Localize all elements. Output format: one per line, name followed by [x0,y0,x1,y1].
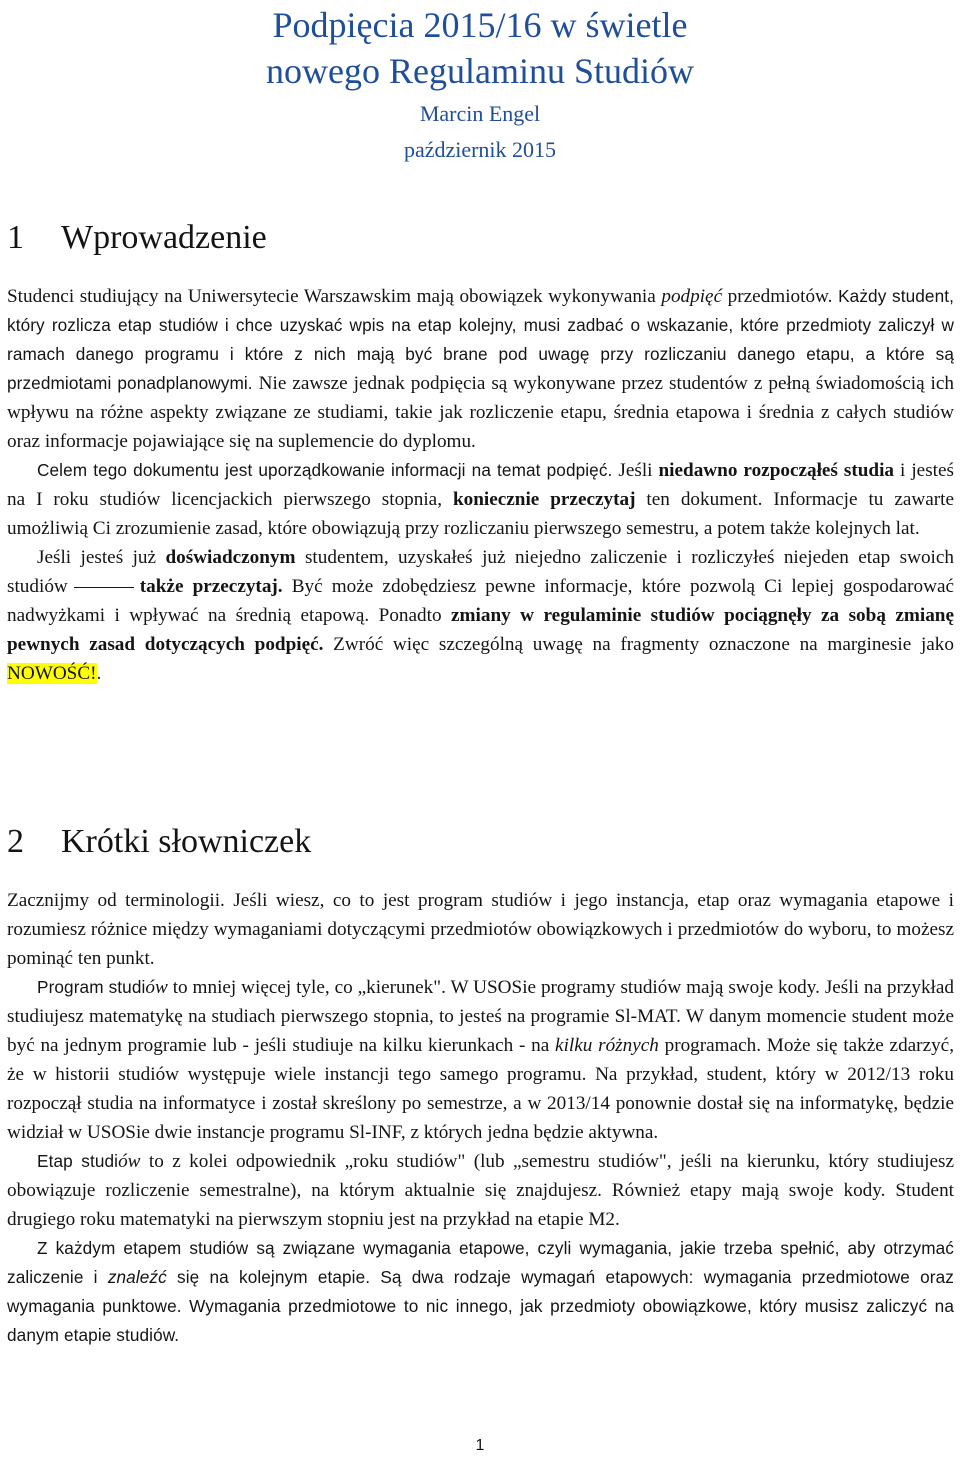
purpose-paragraph [7,456,954,543]
intro-emphasis-podpiec: podpięć [661,286,723,307]
section-2-number: 2 [7,823,24,860]
intro-text-e: Nie zawsze jednak podpięcia są wykonywane przez studentów z pełną świadomością ich wpływu na różne aspekty związane ze studiami, takie jak rozliczenie etapu, średnia etapowa i średnia z całych studiów oraz informacje pojawiające się na suplemencie do dyplomu. [7,373,954,452]
etap-term-a: Etap studi [37,1151,119,1171]
program-text-c: to mniej więcej tyle, co „kierunek". W USOSie programy studiów mają swoje kody. Jeśli na przykład studiujesz matematykę na studiach pierwszego stopnia, to jesteś na programie Sl-MAT. W danym momencie student może być na jednym programie lub - jeśli studiuje na kilku kierunkach - na [7,977,954,1056]
section-2-heading [7,822,311,862]
intro-text-a: Studenci studiujący na Uniwersytecie Warszawskim mają obowiązek wykonywania [7,286,662,307]
experienced-text-c: studentem, uzyskałeś już niejedno zaliczenie i rozliczyłeś niejeden etap swoich studiów [7,547,954,597]
etap-text-c: to z kolei odpowiednik „roku studiów" (lub „semestru studiów", jeśli na kierunku, który studiujesz obowiązuje rozliczenie semestralne), na którym aktualnie się znajdujesz. Również etapy mają swoje kody. Student drugiego roku matematyki na pierwszym stopniu jest na przykład na etapie M2. [7,1151,955,1230]
etap-paragraph [7,1147,954,1234]
experienced-text-g: Zwróć więc szczególną uwagę na fragmenty oznaczone na marginesie jako [323,634,954,655]
program-term-a: Program studi [37,977,146,997]
purpose-text-d: i jesteś na I roku studiów licencjackich pierwszego stopnia, [7,460,954,510]
document-title-block [0,2,960,168]
section-1-number: 1 [7,219,24,256]
purpose-text-b: Jeśli [612,460,659,481]
intro-text-c: przedmiotów. [722,286,833,307]
purpose-bold-e: koniecznie przeczytaj [452,489,636,510]
section-1-title: Wprowadzenie [61,219,267,256]
intro-paragraph [7,282,954,456]
purpose-text-a: Celem tego dokumentu jest uporządkowanie informacji na temat podpięć. [37,460,613,480]
requirements-text-a: Z każdym etapem studiów są związane wymagania etapowe, czyli wymagania, jakie trzeba spełnić, aby otrzymać zaliczenie i [7,1238,954,1287]
requirements-italic-b: znaleźć [107,1267,167,1287]
intro-text-d: Każdy student, który rozlicza etap studiów i chce uzyskać wpis na etap kolejny, musi zadbać o wskazanie, które przedmioty zaliczył w ramach danego programu i które z nich mają być brane pod uwagę przy rozliczaniu danego etapu, a które są przedmiotami ponadplanowymi. [7,286,954,393]
section-2-title: Krótki słowniczek [61,823,312,860]
document-date: październik 2015 [403,137,557,162]
experienced-text-a: Jeśli jesteś już [37,547,166,568]
experienced-bold-b: doświadczonym [165,547,296,568]
program-text-e: programach. Może się także zdarzyć, że w historii studiów występuje wiele instancji tego samego programu. Na przykład, student, który w 2012/13 roku rozpoczął studia na informatyce i został skreślony po semestrze, a w 2013/14 ponownie dostał się na informatykę, będzie widział w USOSie dwie instancje programu Sl-INF, z których jedna będzie aktywna. [7,1035,954,1143]
section-1-body [7,282,954,688]
experienced-bold-f: zmiany w regulaminie studiów pociągnęły za sobą zmianę pewnych zasad dotyczących podpięć. [7,605,954,655]
experienced-bold-d: także przeczytaj. [139,576,283,597]
document-title-line-1: Podpięcia 2015/16 w świetle [272,5,688,45]
document-title-line-2: nowego Regulaminu Studiów [266,51,694,91]
experienced-text-e: Być może zdobędziesz pewne informacje, które pozwolą Ci lepiej gospodarować nadwyżkami i wpływać na średnią etapową. Ponadto [7,576,954,626]
nowosc-highlight: NOWOŚĆ! [7,663,97,684]
program-italic-d: kilku różnych [555,1035,659,1056]
program-term-b: ów [145,977,168,998]
purpose-bold-c: niedawno rozpocząłeś studia [658,460,895,481]
program-paragraph [7,973,954,1147]
experienced-paragraph [7,543,954,688]
purpose-text-g: Informacje tu zawarte umożliwią Ci zrozumienie zasad, które obowiązują przy rozliczaniu pierwszego semestru, a potem także kolejnych lat. [7,489,954,539]
page-number: 1 [475,1437,485,1454]
requirements-paragraph [7,1234,954,1350]
section-1-heading [7,218,267,258]
purpose-text-f: ten dokument. [635,489,763,510]
section-2-body [7,886,954,1350]
etap-term-b: ów [118,1151,141,1172]
terminology-paragraph: Zacznijmy od terminologii. Jeśli wiesz, co to jest program studiów i jego instancja, etap oraz wymagania etapowe i rozumiesz różnice między wymaganiami dotyczącymi przedmiotów obowiązkowych i przedmiotów do wyboru, to możesz pominąć ten punkt. [7,890,954,969]
experienced-text-i: . [96,663,102,684]
requirements-text-c: się na kolejnym etapie. Są dwa rodzaje wymagań etapowych: wymagania przedmiotowe oraz wymagania punktowe. Wymagania przedmiotowe to nic innego, jak przedmioty obowiązkowe, który musisz zaliczyć na danym etapie studiów. [7,1267,954,1345]
document-author: Marcin Engel [419,101,541,126]
em-dash-rule [74,587,134,588]
